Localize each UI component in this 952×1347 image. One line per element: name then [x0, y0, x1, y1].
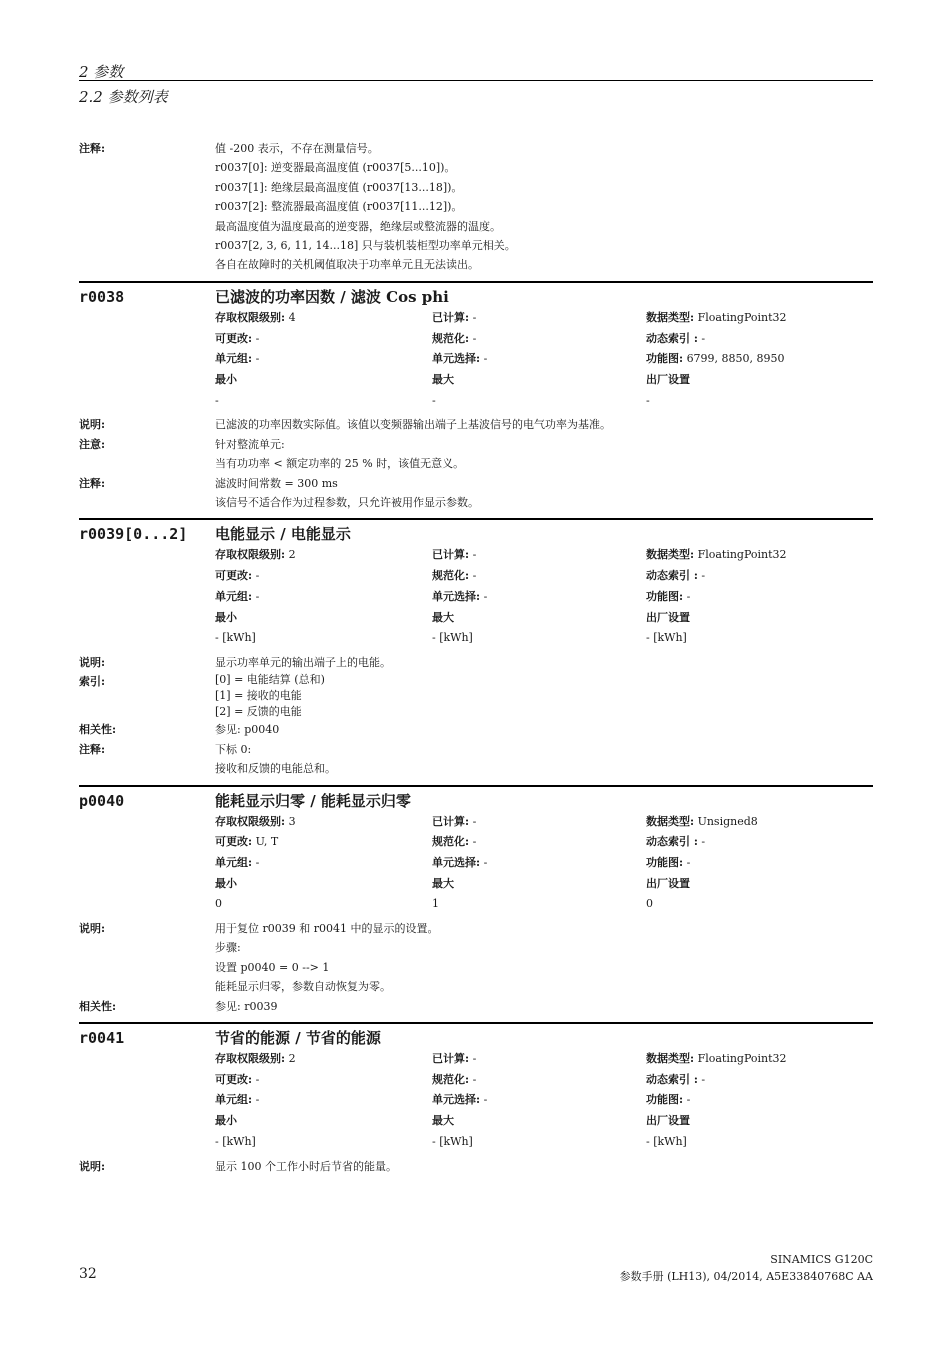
note-label: 注释: [79, 142, 106, 155]
note-line: 各自在故障时的关机阈值取决于功率单元且无法读出。 [215, 258, 479, 272]
parameter-title: 电能显示 / 电能显示 [215, 525, 351, 544]
attribute-value: - [255, 569, 260, 583]
attribute-cell [215, 628, 432, 649]
attribute-cell [646, 349, 873, 370]
header-rule [79, 80, 873, 81]
attribute-key: 最大 [432, 372, 454, 386]
attribute-value: - [483, 589, 488, 603]
note-text [215, 139, 873, 275]
note-line: 参见: p0040 [215, 723, 280, 737]
note-label: 索引: [79, 675, 106, 689]
note-text [215, 740, 873, 779]
note-text [215, 474, 873, 513]
attribute-cell [646, 1132, 873, 1153]
note-row [79, 672, 873, 720]
note-line: 显示 100 个工作小时后节省的能量。 [215, 1159, 397, 1173]
attribute-key: 动态索引 : [646, 835, 698, 849]
attribute-cell [432, 329, 646, 350]
attribute-value: - [kWh] [432, 631, 473, 645]
attribute-value: - [686, 855, 691, 869]
note-label: 说明: [79, 655, 106, 669]
attribute-value: - [701, 569, 706, 583]
note-line: r0037[2]: 整流器最高温度值 (r0037[11...12])。 [215, 200, 463, 214]
attribute-cell [432, 308, 646, 329]
attribute-value: - [255, 352, 260, 366]
attribute-cell [646, 545, 873, 566]
attribute-cell [432, 1132, 646, 1153]
parameter-section [79, 281, 873, 513]
note-label: 相关性: [79, 999, 117, 1013]
attribute-value: - [701, 1072, 706, 1086]
attribute-key: 数据类型: [646, 1052, 695, 1066]
attribute-key: 最小 [215, 1114, 237, 1128]
attribute-cell [215, 329, 432, 350]
attribute-value: - [472, 1072, 477, 1086]
attribute-cell [215, 308, 432, 329]
attribute-cell [215, 812, 432, 833]
attribute-key: 数据类型: [646, 310, 695, 324]
attribute-key: 动态索引 : [646, 1072, 698, 1086]
attribute-cell [646, 370, 873, 391]
attribute-cell [432, 853, 646, 874]
note-row [79, 435, 873, 474]
attribute-cell [432, 812, 646, 833]
attribute-key: 单元选择: [432, 352, 481, 366]
attribute-cell [646, 853, 873, 874]
attribute-value: Unsigned8 [697, 814, 758, 828]
note-line: 显示功率单元的输出端子上的电能。 [215, 655, 391, 669]
attribute-value: 2 [288, 548, 296, 562]
attribute-cell [432, 566, 646, 587]
note-line: 该信号不适合作为过程参数，只允许被用作显示参数。 [215, 495, 479, 509]
parameter-header [79, 790, 873, 812]
lead-note [79, 139, 873, 275]
attribute-value: 1 [432, 897, 439, 911]
note-row [79, 919, 873, 997]
note-line: 已滤波的功率因数实际值。该值以变频器输出端子上基波信号的电气功率为基准。 [215, 418, 611, 432]
attribute-cell [432, 628, 646, 649]
attribute-key: 单元组: [215, 855, 253, 869]
attribute-value: - [472, 814, 477, 828]
attribute-value: 2 [288, 1052, 296, 1066]
attribute-value: - [483, 855, 488, 869]
attribute-value: FloatingPoint32 [697, 1052, 787, 1066]
note-line: r0037[1]: 绝缘层最高温度值 (r0037[13...18])。 [215, 180, 463, 194]
note-label: 注释: [79, 742, 106, 756]
attribute-cell [432, 349, 646, 370]
attribute-cell [215, 1111, 432, 1132]
note-label: 说明: [79, 1159, 106, 1173]
attribute-value: - [472, 331, 477, 345]
note-text [215, 1157, 873, 1176]
attribute-value: - [kWh] [646, 631, 687, 645]
attribute-key: 功能图: [646, 855, 684, 869]
note-line: [1] = 接收的电能 [215, 689, 302, 703]
attribute-key: 可更改: [215, 835, 253, 849]
note-line: r0037[2, 3, 6, 11, 14...18] 只与装机装柜型功率单元相关。 [215, 239, 516, 253]
parameter-title: 节省的能源 / 节省的能源 [215, 1029, 381, 1048]
attribute-key: 数据类型: [646, 548, 695, 562]
attribute-key: 出厂设置 [646, 1114, 690, 1128]
attribute-cell [646, 587, 873, 608]
attribute-cell [432, 391, 646, 412]
attribute-cell [646, 1111, 873, 1132]
attribute-cell [215, 1132, 432, 1153]
attribute-key: 最大 [432, 1114, 454, 1128]
note-row [79, 1157, 873, 1176]
attribute-value: 0 [215, 897, 222, 911]
note-line: r0037[0]: 逆变器最高温度值 (r0037[5...10])。 [215, 161, 456, 175]
attribute-key: 最小 [215, 372, 237, 386]
attribute-key: 规范化: [432, 1072, 470, 1086]
attribute-key: 已计算: [432, 814, 470, 828]
attribute-value: - [kWh] [432, 1134, 473, 1148]
parameter-id: r0038 [79, 287, 125, 306]
parameter-title: 能耗显示归零 / 能耗显示归零 [215, 791, 411, 810]
parameter-section [79, 1022, 873, 1176]
attribute-value: - [472, 310, 477, 324]
parameter-title: 已滤波的功率因数 / 滤波 Cos phi [215, 287, 449, 306]
attribute-key: 规范化: [432, 835, 470, 849]
note-line: 接收和反馈的电能总和。 [215, 762, 336, 776]
attribute-key: 功能图: [646, 1093, 684, 1107]
attribute-key: 动态索引 : [646, 331, 698, 345]
attribute-value: - [215, 393, 219, 407]
note-label: 注释: [79, 476, 106, 490]
attribute-value: - [432, 393, 436, 407]
attribute-cell [215, 391, 432, 412]
attribute-cell [432, 545, 646, 566]
attribute-value: 6799, 8850, 8950 [686, 352, 785, 366]
attribute-key: 单元选择: [432, 589, 481, 603]
note-row [79, 474, 873, 513]
header-section: 2.2 参数列表 [79, 88, 168, 106]
note-line: [2] = 反馈的电能 [215, 705, 302, 719]
attribute-cell [215, 545, 432, 566]
attribute-value: - [255, 855, 260, 869]
note-text [215, 653, 873, 672]
note-line: 值 -200 表示，不存在测量信号。 [215, 142, 379, 155]
attribute-key: 已计算: [432, 1052, 470, 1066]
attribute-key: 规范化: [432, 569, 470, 583]
attribute-key: 功能图: [646, 589, 684, 603]
note-label: 说明: [79, 418, 106, 432]
attribute-key: 可更改: [215, 569, 253, 583]
attribute-key: 单元组: [215, 589, 253, 603]
attribute-value: - [472, 548, 477, 562]
note-line: 滤波时间常数 = 300 ms [215, 476, 338, 490]
note-text [215, 672, 873, 720]
attribute-cell [432, 1070, 646, 1091]
attribute-grid [215, 308, 873, 412]
parameter-id: r0041 [79, 1029, 125, 1048]
attribute-key: 单元选择: [432, 1093, 481, 1107]
note-line: 下标 0: [215, 742, 252, 756]
attribute-value: - [483, 352, 488, 366]
attribute-value: - [472, 569, 477, 583]
attribute-value: U, T [255, 835, 279, 849]
note-line: 设置 p0040 = 0 --> 1 [215, 960, 330, 974]
note-row [79, 720, 873, 739]
attribute-key: 出厂设置 [646, 372, 690, 386]
note-text [215, 435, 873, 474]
attribute-cell [432, 1111, 646, 1132]
attribute-key: 规范化: [432, 331, 470, 345]
note-text [215, 720, 873, 739]
attribute-grid [215, 1049, 873, 1153]
attribute-cell [646, 608, 873, 629]
attribute-cell [215, 832, 432, 853]
attribute-key: 已计算: [432, 310, 470, 324]
parameter-section [79, 518, 873, 778]
attribute-cell [215, 349, 432, 370]
attribute-value: 4 [288, 310, 296, 324]
note-line: [0] = 电能结算 (总和) [215, 673, 325, 687]
parameter-id: r0039[0...2] [79, 525, 188, 544]
note-line: 当有功功率 < 额定功率的 25 % 时，该值无意义。 [215, 457, 465, 471]
attribute-value: - [255, 1072, 260, 1086]
attribute-value: - [kWh] [215, 1134, 256, 1148]
parameter-header [79, 1027, 873, 1049]
attribute-key: 单元组: [215, 352, 253, 366]
page-number: 32 [79, 1266, 97, 1282]
attribute-cell [646, 832, 873, 853]
attribute-cell [432, 832, 646, 853]
attribute-value: - [686, 589, 691, 603]
attribute-key: 可更改: [215, 1072, 253, 1086]
parameter-id: p0040 [79, 791, 125, 810]
attribute-grid [215, 812, 873, 916]
footer-manual: 参数手册 (LH13), 04/2014, A5E33840768C AA [619, 1270, 873, 1283]
attribute-cell [215, 1070, 432, 1091]
attribute-key: 存取权限级别: [215, 1052, 286, 1066]
attribute-key: 出厂设置 [646, 876, 690, 890]
attribute-cell [432, 370, 646, 391]
attribute-value: 0 [646, 897, 653, 911]
attribute-cell [215, 1049, 432, 1070]
attribute-key: 已计算: [432, 548, 470, 562]
attribute-value: FloatingPoint32 [697, 548, 787, 562]
note-line: 最高温度值为温度最高的逆变器，绝缘层或整流器的温度。 [215, 219, 501, 233]
parameter-list [79, 139, 873, 1176]
note-line: 能耗显示归零，参数自动恢复为零。 [215, 980, 391, 994]
note-row [79, 415, 873, 434]
attribute-cell [646, 1070, 873, 1091]
parameter-section [79, 785, 873, 1017]
note-row [79, 997, 873, 1016]
footer-info [620, 1251, 873, 1285]
attribute-grid [215, 545, 873, 649]
attribute-cell [646, 566, 873, 587]
attribute-key: 最大 [432, 610, 454, 624]
attribute-cell [432, 1049, 646, 1070]
attribute-value: - [686, 1093, 691, 1107]
attribute-cell [215, 1090, 432, 1111]
attribute-cell [215, 853, 432, 874]
attribute-cell [215, 608, 432, 629]
attribute-value: - [472, 835, 477, 849]
header-chapter: 2 参数 [79, 63, 124, 81]
attribute-cell [646, 894, 873, 915]
attribute-key: 可更改: [215, 331, 253, 345]
attribute-key: 存取权限级别: [215, 814, 286, 828]
attribute-key: 单元选择: [432, 855, 481, 869]
note-row [79, 653, 873, 672]
attribute-key: 存取权限级别: [215, 548, 286, 562]
attribute-value: - [255, 1093, 260, 1107]
note-label: 相关性: [79, 723, 117, 737]
attribute-cell [215, 370, 432, 391]
attribute-value: - [483, 1093, 488, 1107]
attribute-cell [432, 608, 646, 629]
attribute-value: - [255, 331, 260, 345]
attribute-cell [215, 566, 432, 587]
attribute-cell [432, 874, 646, 895]
attribute-cell [646, 812, 873, 833]
parameter-header [79, 286, 873, 308]
attribute-cell [646, 391, 873, 412]
attribute-value: - [255, 589, 260, 603]
attribute-value: - [kWh] [215, 631, 256, 645]
attribute-cell [646, 1090, 873, 1111]
note-line: 用于复位 r0039 和 r0041 中的显示的设置。 [215, 922, 439, 936]
attribute-cell [646, 1049, 873, 1070]
note-line: 参见: r0039 [215, 999, 278, 1013]
attribute-key: 存取权限级别: [215, 310, 286, 324]
attribute-key: 最小 [215, 876, 237, 890]
attribute-value: - [472, 1052, 477, 1066]
note-text [215, 997, 873, 1016]
attribute-value: - [646, 393, 650, 407]
parameter-header [79, 523, 873, 545]
attribute-key: 最大 [432, 876, 454, 890]
attribute-key: 数据类型: [646, 814, 695, 828]
footer-product: SINAMICS G120C [770, 1253, 873, 1266]
attribute-cell [432, 1090, 646, 1111]
note-line: 步骤: [215, 941, 241, 955]
attribute-cell [432, 587, 646, 608]
attribute-key: 单元组: [215, 1093, 253, 1107]
attribute-value: FloatingPoint32 [697, 310, 787, 324]
attribute-value: - [701, 331, 706, 345]
attribute-key: 动态索引 : [646, 569, 698, 583]
attribute-cell [215, 874, 432, 895]
note-label: 说明: [79, 922, 106, 936]
attribute-cell [215, 587, 432, 608]
note-text [215, 919, 873, 997]
attribute-key: 功能图: [646, 352, 684, 366]
note-line: 针对整流单元: [215, 437, 285, 451]
attribute-key: 最小 [215, 610, 237, 624]
attribute-cell [432, 894, 646, 915]
note-row [79, 740, 873, 779]
attribute-key: 出厂设置 [646, 610, 690, 624]
attribute-value: - [701, 835, 706, 849]
attribute-cell [215, 894, 432, 915]
attribute-cell [646, 874, 873, 895]
attribute-cell [646, 329, 873, 350]
note-text [215, 415, 873, 434]
attribute-value: 3 [288, 814, 296, 828]
attribute-cell [646, 628, 873, 649]
attribute-cell [646, 308, 873, 329]
note-label: 注意: [79, 437, 106, 451]
attribute-value: - [kWh] [646, 1134, 687, 1148]
